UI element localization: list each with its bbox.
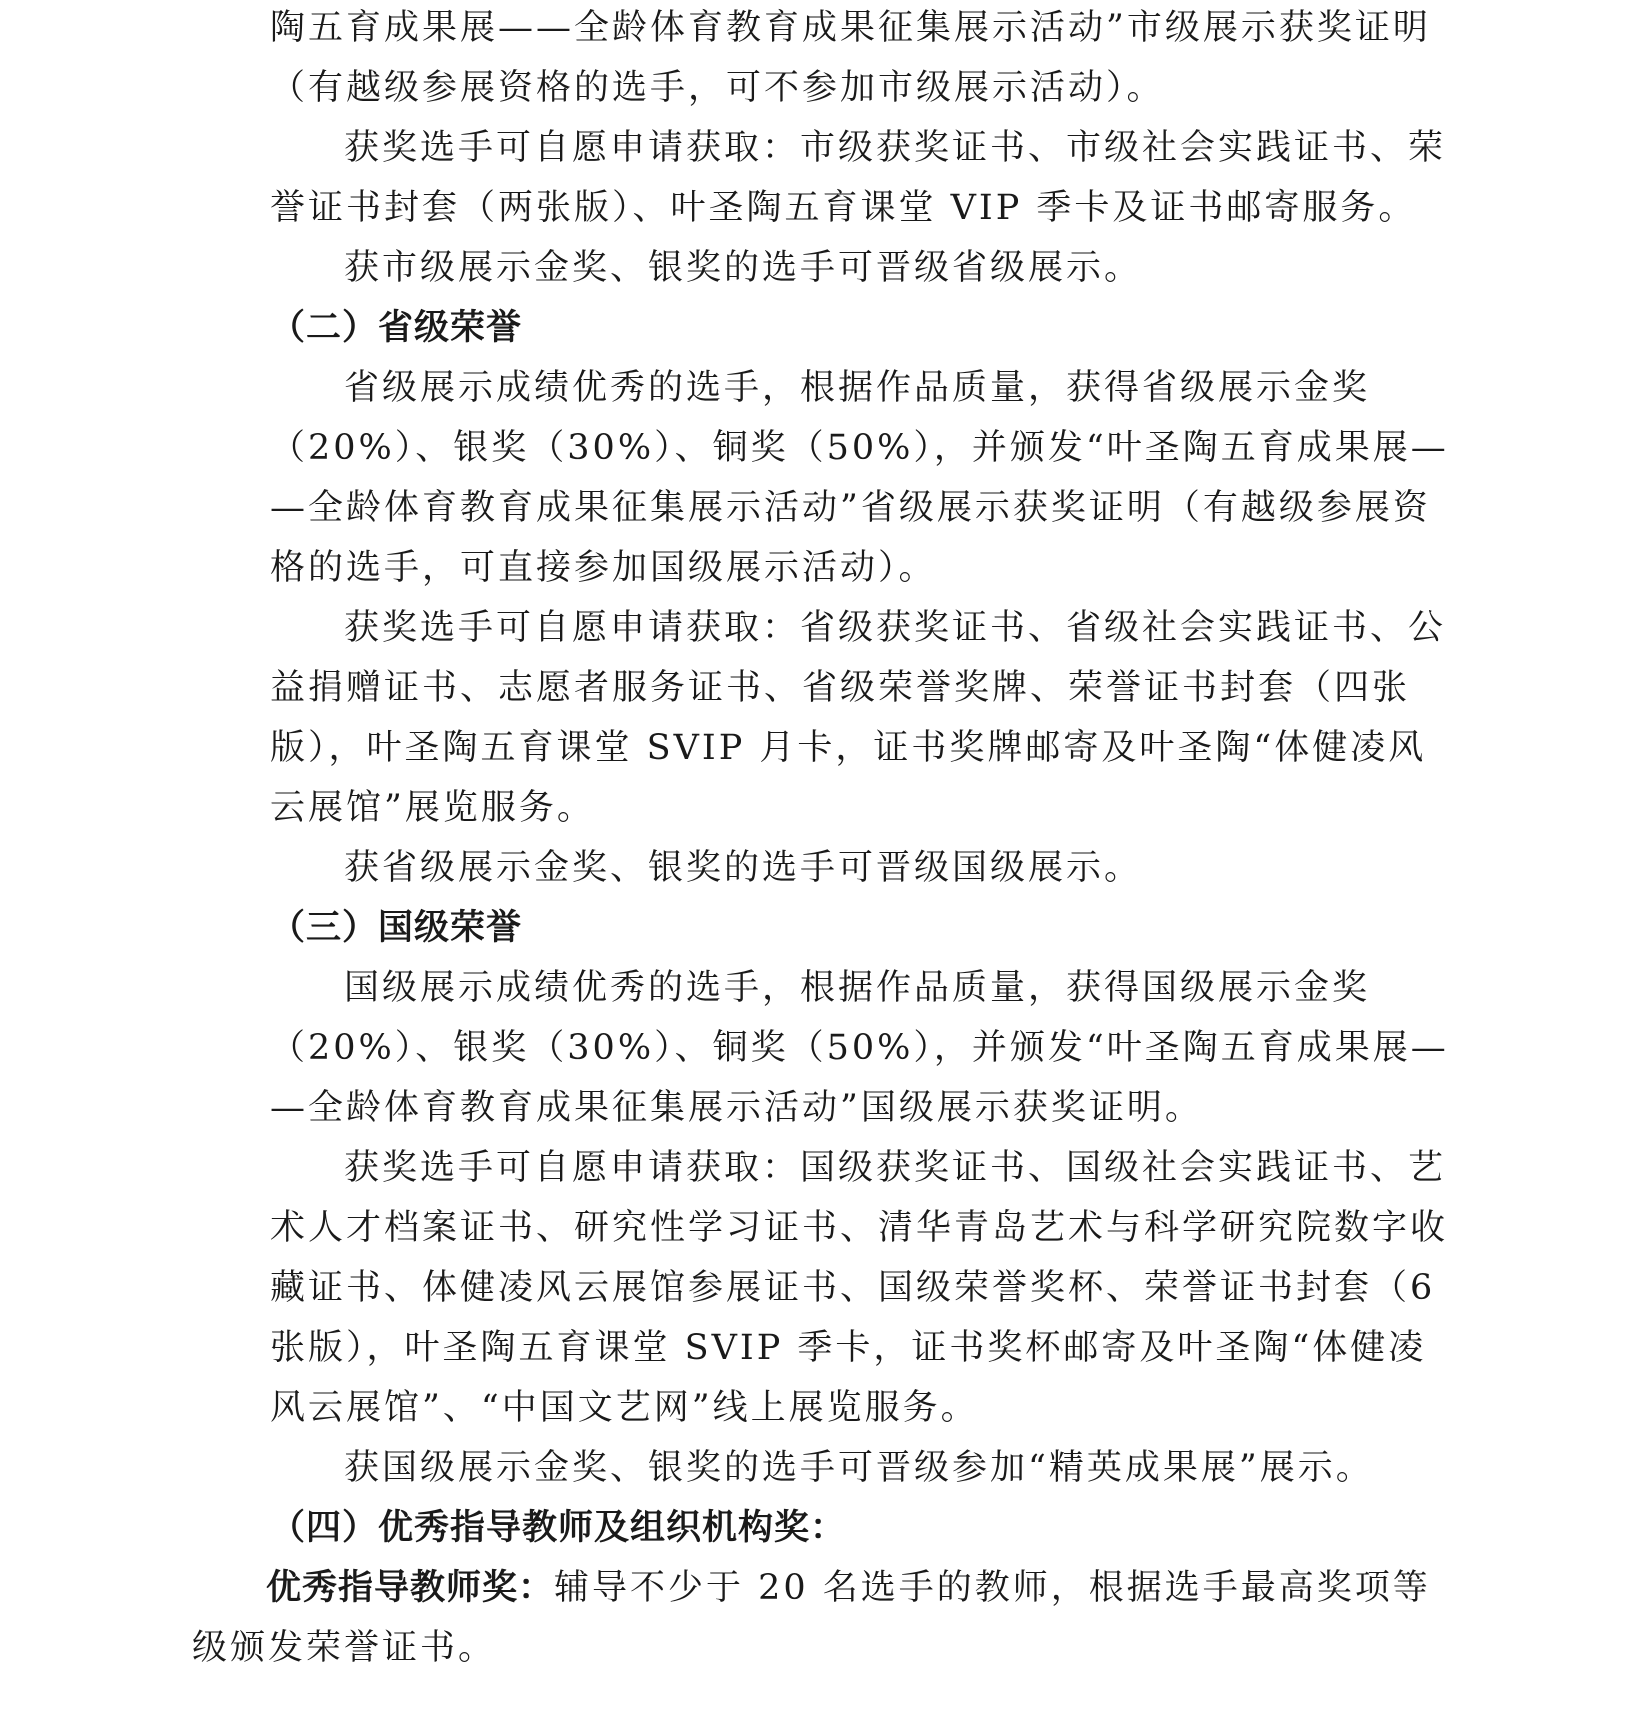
paragraph-line: 获奖选手可自愿申请获取：市级获奖证书、市级社会实践证书、荣	[344, 128, 1447, 168]
paragraph-line: 陶五育成果展——全龄体育教育成果征集展示活动”市级展示获奖证明	[270, 8, 1431, 48]
paragraph-line: 版），叶圣陶五育课堂 SVIP 月卡，证书奖牌邮寄及叶圣陶“体健凌风	[270, 728, 1427, 768]
award-label: 优秀指导教师奖：	[266, 1568, 555, 1608]
paragraph-line: 术人才档案证书、研究性学习证书、清华青岛艺术与科学研究院数字收	[270, 1208, 1449, 1248]
paragraph-line: 获国级展示金奖、银奖的选手可晋级参加“精英成果展”展示。	[344, 1448, 1374, 1488]
paragraph-line: 格的选手，可直接参加国级展示活动）。	[270, 548, 937, 588]
paragraph-line: 获市级展示金奖、银奖的选手可晋级省级展示。	[344, 248, 1143, 288]
paragraph-line: 风云展馆”、“中国文艺网”线上展览服务。	[270, 1388, 979, 1428]
section-heading: （二）省级荣誉	[270, 308, 523, 348]
paragraph-line	[266, 1566, 1431, 1610]
award-description: 辅导不少于 20 名选手的教师，根据选手最高奖项等	[554, 1568, 1431, 1608]
paragraph-line: 获省级展示金奖、银奖的选手可晋级国级展示。	[344, 848, 1143, 888]
paragraph-line: 获奖选手可自愿申请获取：省级获奖证书、省级社会实践证书、公	[344, 608, 1447, 648]
paragraph-line: 获奖选手可自愿申请获取：国级获奖证书、国级社会实践证书、艺	[344, 1148, 1447, 1188]
paragraph-line: （20%）、银奖（30%）、铜奖（50%），并颁发“叶圣陶五育成果展—	[270, 428, 1449, 468]
paragraph-line: 国级展示成绩优秀的选手，根据作品质量，获得国级展示金奖	[344, 968, 1371, 1008]
paragraph-line: —全龄体育教育成果征集展示活动”国级展示获奖证明。	[270, 1088, 1203, 1128]
paragraph-line: —全龄体育教育成果征集展示活动”省级展示获奖证明（有越级参展资	[270, 488, 1431, 528]
paragraph-line: 藏证书、体健凌风云展馆参展证书、国级荣誉奖杯、荣誉证书封套（6	[270, 1268, 1436, 1308]
paragraph-line: 张版），叶圣陶五育课堂 SVIP 季卡，证书奖杯邮寄及叶圣陶“体健凌	[270, 1328, 1427, 1368]
paragraph-line: 云展馆”展览服务。	[270, 788, 595, 828]
paragraph-line: 级颁发荣誉证书。	[192, 1628, 497, 1668]
paragraph-line: （20%）、银奖（30%）、铜奖（50%），并颁发“叶圣陶五育成果展—	[270, 1028, 1449, 1068]
paragraph-line: 益捐赠证书、志愿者服务证书、省级荣誉奖牌、荣誉证书封套（四张	[270, 668, 1411, 708]
paragraph-line: （有越级参展资格的选手，可不参加市级展示活动）。	[270, 68, 1165, 108]
section-heading: （三）国级荣誉	[270, 908, 523, 948]
section-heading: （四）优秀指导教师及组织机构奖：	[270, 1508, 847, 1548]
paragraph-line: 誉证书封套（两张版）、叶圣陶五育课堂 VIP 季卡及证书邮寄服务。	[270, 188, 1417, 228]
paragraph-line: 省级展示成绩优秀的选手，根据作品质量，获得省级展示金奖	[344, 368, 1371, 408]
